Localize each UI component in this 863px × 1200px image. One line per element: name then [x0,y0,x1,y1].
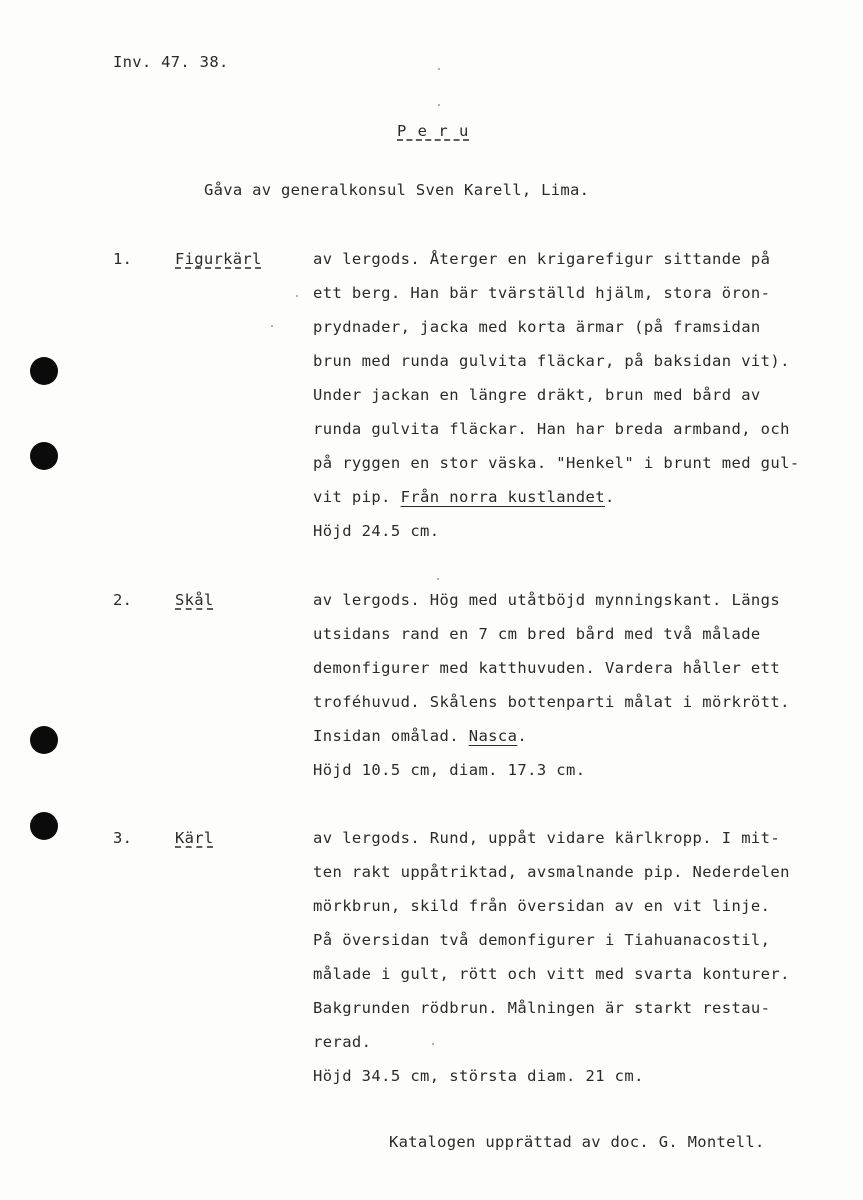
scan-speck [438,104,440,106]
scan-speck [296,295,298,297]
punch-hole-2 [30,442,58,470]
punch-hole-1 [30,357,58,385]
scan-speck [437,578,439,580]
entry-measure: Höjd 34.5 cm, största diam. 21 cm. [313,1067,644,1085]
entry-text-suffix: . [517,727,528,745]
entry-text-line [313,487,615,507]
entry-text-line: prydnader, jacka med korta ärmar (på framsidan [313,318,761,336]
entry-number: 3. [113,829,133,847]
entry-text-line: runda gulvita fläckar. Han har breda armband, och [313,420,790,438]
entry-text-line: mörkbrun, skild från översidan av en vit linje. [313,897,771,915]
entry-text-line: troféhuvud. Skålens bottenparti målat i mörkrött. [313,693,790,711]
entry-name: Kärl [175,829,214,847]
scan-speck [271,325,273,327]
entry-text-line: av lergods. Rund, uppåt vidare kärlkropp. I mit- [313,829,781,847]
catalog-signature: Katalogen upprättad av doc. G. Montell. [389,1133,765,1151]
entry-text-suffix: . [604,488,615,506]
entry-text-line: rerad. [313,1033,372,1051]
entry-text-line: ten rakt uppåtriktad, avsmalnande pip. Nederdelen [313,863,790,881]
scan-speck [438,68,440,70]
punch-hole-3 [30,726,58,754]
scan-speck [432,1043,434,1045]
entry-number: 1. [113,250,133,268]
page-title: P e r u [397,122,470,140]
entry-text-line: demonfigurer med katthuvuden. Vardera håller ett [313,659,781,677]
entry-measure: Höjd 10.5 cm, diam. 17.3 cm. [313,761,586,779]
entry-text-line: Under jackan en längre dräkt, brun med bård av [313,386,761,404]
entry-text-prefix: vit pip. [313,488,401,506]
entry-origin: Nasca [468,727,518,745]
entry-text-line: Bakgrunden rödbrun. Målningen är starkt restau- [313,999,771,1017]
entry-name: Figurkärl [175,250,262,268]
entry-text-line: På översidan två demonfigurer i Tiahuanacostil, [313,931,771,949]
entry-measure: Höjd 24.5 cm. [313,522,440,540]
entry-name: Skål [175,591,214,609]
entry-text-prefix: Insidan omålad. [313,727,469,745]
punch-hole-4 [30,812,58,840]
entry-origin: Från norra kustlandet [400,488,605,506]
entry-text-line: av lergods. Hög med utåtböjd mynningskant. Längs [313,591,781,609]
entry-text-line: brun med runda gulvita fläckar, på baksidan vit). [313,352,790,370]
donor-line: Gåva av generalkonsul Sven Karell, Lima. [204,181,590,199]
entry-text-line: av lergods. Återger en krigarefigur sittande på [313,250,771,268]
entry-text-line [313,726,527,746]
entry-number: 2. [113,591,133,609]
entry-text-line: på ryggen en stor väska. "Henkel" i brunt med gul- [313,454,800,472]
entry-text-line: ett berg. Han bär tvärställd hjälm, stora öron- [313,284,771,302]
entry-text-line: utsidans rand en 7 cm bred bård med två målade [313,625,761,643]
inventory-number: Inv. 47. 38. [113,53,229,71]
entry-text-line: målade i gult, rött och vitt med svarta konturer. [313,965,790,983]
